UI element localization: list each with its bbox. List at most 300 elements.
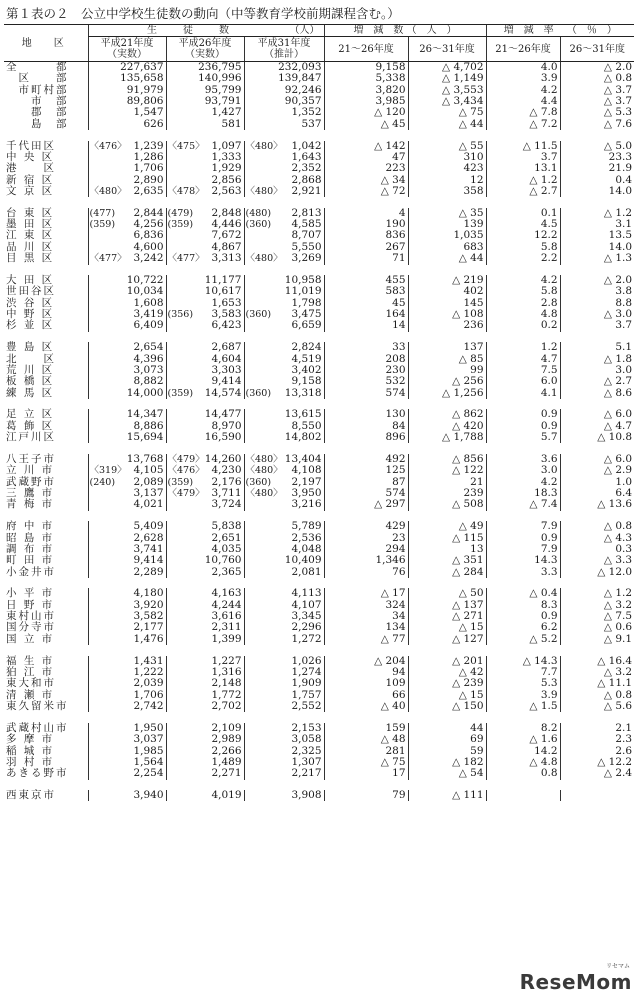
rate-26-31: △ 5.3: [560, 107, 634, 118]
capacity-note: [166, 678, 194, 689]
capacity-note: [244, 298, 272, 309]
students-h26: 11,177: [204, 274, 242, 286]
students-h31: 3,950: [291, 487, 322, 499]
change-26-31: 423: [408, 163, 486, 174]
students-h21: 6,836: [133, 229, 164, 242]
change-21-26: △ 45: [324, 119, 408, 130]
students-h21: 3,073: [133, 363, 164, 376]
capacity-note: [88, 73, 116, 84]
students-h21: 1,547: [133, 106, 164, 119]
students-h31: 6,659: [291, 319, 322, 332]
students-header: [88, 25, 324, 37]
students-h26: 236,795: [198, 61, 242, 73]
students-h31: 2,552: [291, 700, 322, 712]
capacity-note: [166, 622, 194, 633]
capacity-note: 〈477〉: [167, 253, 205, 265]
change-26-31: 69: [408, 734, 486, 745]
rate-21-26: 3.9: [486, 73, 560, 84]
capacity-note: [244, 555, 272, 566]
capacity-note: [88, 600, 116, 611]
district-name: 町 田 市: [6, 554, 55, 567]
capacity-note: 〈475〉: [167, 140, 205, 152]
rate-26-31: △ 2.9: [560, 465, 634, 476]
district-name: 台 東 区: [6, 206, 55, 219]
capacity-note: [88, 320, 116, 331]
capacity-note: (360): [245, 476, 272, 488]
capacity-note: [166, 734, 194, 745]
capacity-note: [88, 230, 116, 241]
district-name: 国分寺市: [6, 621, 56, 634]
rate-26-31: △ 2.7: [560, 376, 634, 387]
students-h31: 232,093: [278, 61, 322, 73]
rate-26-31: △ 1.8: [560, 354, 634, 365]
students-h26: 10,760: [204, 554, 242, 567]
students-h26: 4,163: [211, 587, 242, 600]
rate-26-31: △ 3.2: [560, 600, 634, 611]
students-h26: 4,230: [211, 464, 242, 477]
change-21-26: 17: [324, 768, 408, 779]
change-26-31: △ 862: [408, 409, 486, 420]
students-h31: 10,958: [284, 274, 322, 286]
rate-21-26: 8.3: [486, 600, 560, 611]
students-h21: 9,414: [133, 554, 164, 567]
students-h31: 13,404: [284, 452, 322, 465]
students-h21: 3,741: [133, 542, 164, 555]
capacity-note: [244, 62, 272, 74]
change-21-26: 836: [324, 230, 408, 241]
students-h21: 3,137: [133, 487, 164, 499]
capacity-note: [88, 611, 116, 622]
students-h31: 139,847: [278, 72, 322, 85]
rate-26-31: △ 1.2: [560, 588, 634, 599]
capacity-note: [244, 163, 272, 174]
change-21-26: 3,820: [324, 85, 408, 96]
rate-21-26: △ 1.6: [486, 734, 560, 745]
change-26-31: 239: [408, 488, 486, 499]
students-h26: 1,772: [211, 688, 242, 701]
capacity-note: [166, 119, 194, 130]
change-26-31: △ 44: [408, 253, 486, 264]
capacity-note: [244, 421, 272, 432]
students-h31: 3,475: [291, 308, 322, 321]
capacity-note: [88, 342, 116, 353]
change-21-26: △ 142: [324, 141, 408, 152]
students-h21: 4,021: [133, 498, 164, 511]
rate-21-26: △ 14.3: [486, 656, 560, 667]
capacity-note: [88, 107, 116, 118]
district-name: 武蔵野市: [6, 475, 56, 488]
district-name: 国 立 市: [6, 632, 55, 645]
rate-26-31: △ 2.0: [560, 62, 634, 74]
rate-26-31: 3.0: [560, 365, 634, 376]
rate-26-31: 5.1: [560, 342, 634, 353]
students-h31: 2,197: [291, 475, 322, 488]
capacity-note: (359): [89, 219, 116, 231]
students-h26: 4,446: [211, 218, 242, 231]
students-h21: 6,409: [133, 319, 164, 332]
capacity-note: [88, 757, 116, 768]
capacity-note: [88, 96, 116, 107]
column-header: 26～31年度: [408, 37, 486, 62]
rate-26-31: △ 13.6: [560, 499, 634, 510]
capacity-note: [166, 107, 194, 118]
change-26-31: 145: [408, 298, 486, 309]
students-title: 生 徒 数: [147, 25, 232, 36]
students-h31: 3,058: [291, 733, 322, 746]
capacity-note: [88, 499, 116, 510]
students-h26: 4,604: [211, 352, 242, 365]
capacity-note: [244, 533, 272, 544]
capacity-note: [244, 600, 272, 611]
district-name: 立 川 市: [6, 464, 55, 477]
district-name: 葛 飾 区: [6, 419, 55, 432]
change-21-26: 134: [324, 622, 408, 633]
change-header: [324, 25, 486, 37]
students-h31: 1,352: [291, 106, 322, 119]
change-21-26: 267: [324, 242, 408, 253]
students-unit: （人）: [289, 25, 320, 36]
students-h31: 1,272: [291, 632, 322, 645]
change-26-31: 236: [408, 320, 486, 331]
capacity-note: [166, 790, 194, 801]
district-name: 日 野 市: [6, 598, 55, 611]
students-h21: 2,742: [133, 700, 164, 712]
change-21-26: 109: [324, 678, 408, 689]
capacity-note: [88, 555, 116, 566]
rate-26-31: △ 0.8: [560, 521, 634, 532]
capacity-note: 〈479〉: [167, 488, 205, 499]
students-h21: 3,242: [133, 252, 164, 265]
table-row: [4, 555, 634, 566]
students-h26: 2,271: [211, 767, 242, 780]
change-21-26: 1,346: [324, 555, 408, 566]
students-h31: 9,158: [291, 375, 322, 388]
change-21-26: 429: [324, 521, 408, 532]
students-h21: 2,635: [133, 184, 164, 197]
change-26-31: △ 1,788: [408, 432, 486, 443]
rate-21-26: 4.1: [486, 388, 560, 399]
capacity-note: 〈479〉: [167, 453, 205, 465]
students-h31: 4,107: [291, 598, 322, 611]
students-h31: 1,274: [291, 665, 322, 678]
capacity-note: [166, 409, 194, 420]
students-h21: 2,177: [133, 621, 164, 634]
rate-26-31: △ 3.0: [560, 309, 634, 320]
students-h21: 4,396: [133, 352, 164, 365]
district-name: 狛 江 市: [6, 665, 55, 678]
capacity-note: [88, 62, 116, 74]
students-h31: 8,707: [291, 229, 322, 242]
capacity-note: 〈480〉: [245, 140, 283, 152]
rate-26-31: △ 3.7: [560, 96, 634, 107]
capacity-note: [244, 544, 272, 555]
capacity-note: [244, 656, 272, 667]
rate-21-26: 6.0: [486, 376, 560, 387]
rate-26-31: △ 1.2: [560, 208, 634, 219]
rate-21-26: 18.3: [486, 488, 560, 499]
capacity-note: (359): [167, 387, 194, 399]
rate-26-31: 14.0: [560, 186, 634, 197]
capacity-note: [244, 611, 272, 622]
rate-21-26: 7.7: [486, 667, 560, 678]
capacity-note: [166, 354, 194, 365]
change-21-26: 79: [324, 790, 408, 801]
students-h21: 2,289: [133, 565, 164, 578]
capacity-note: [88, 409, 116, 420]
capacity-note: [88, 388, 116, 399]
students-h26: 1,333: [211, 150, 242, 163]
district-name: 東大和市: [6, 677, 56, 690]
district-name: 多 摩 市: [6, 733, 55, 746]
capacity-note: [166, 175, 194, 186]
rate-26-31: △ 10.8: [560, 432, 634, 443]
students-h26: 1,227: [211, 654, 242, 667]
students-h26: 2,563: [211, 184, 242, 197]
students-h21: 2,654: [133, 341, 164, 354]
change-26-31: △ 271: [408, 611, 486, 622]
logo-subtext: リセマム: [606, 963, 630, 970]
change-26-31: △ 256: [408, 376, 486, 387]
change-26-31: △ 35: [408, 208, 486, 219]
rate-21-26: 4.5: [486, 219, 560, 230]
capacity-note: [166, 567, 194, 578]
change-21-26: 455: [324, 275, 408, 286]
table-row: [4, 432, 634, 443]
change-21-26: 3,985: [324, 96, 408, 107]
capacity-note: [244, 588, 272, 599]
students-h21: 2,039: [133, 677, 164, 690]
students-h31: 1,643: [291, 150, 322, 163]
students-h31: 2,217: [291, 767, 322, 780]
change-26-31: △ 42: [408, 667, 486, 678]
capacity-note: [166, 365, 194, 376]
students-h21: 2,890: [133, 173, 164, 186]
capacity-note: [88, 175, 116, 186]
district-name: 荒 川 区: [6, 363, 55, 376]
students-h26: 1,316: [211, 665, 242, 678]
rate-21-26: 13.1: [486, 163, 560, 174]
change-21-26: 208: [324, 354, 408, 365]
district-name: 文 京 区: [6, 184, 55, 197]
rate-26-31: △ 12.0: [560, 567, 634, 578]
rate-26-31: 3.1: [560, 219, 634, 230]
students-h31: 3,402: [291, 363, 322, 376]
change-unit: （ 人 ）: [406, 25, 457, 36]
change-26-31: 1,035: [408, 230, 486, 241]
district-name: 中 央 区: [6, 150, 55, 163]
change-21-26: 574: [324, 388, 408, 399]
rate-26-31: △ 7.5: [560, 611, 634, 622]
change-21-26: 532: [324, 376, 408, 387]
table-row: [4, 567, 634, 578]
capacity-note: [244, 690, 272, 701]
students-h26: 10,617: [204, 285, 242, 298]
rate-26-31: △ 3.3: [560, 555, 634, 566]
students-h26: 2,687: [211, 341, 242, 354]
change-26-31: △ 50: [408, 588, 486, 599]
district-name: 三 鷹 市: [6, 487, 55, 499]
change-21-26: 87: [324, 477, 408, 488]
students-h26: 2,311: [211, 621, 242, 634]
rate-21-26: 0.1: [486, 208, 560, 219]
change-26-31: △ 111: [408, 790, 486, 801]
change-26-31: △ 856: [408, 454, 486, 465]
table-row: [4, 186, 634, 197]
students-h21: 1,985: [133, 744, 164, 757]
district-name: 練 馬 区: [6, 386, 55, 399]
students-h26: 3,583: [211, 308, 242, 321]
change-title: 増 減 数: [353, 25, 404, 36]
capacity-note: [244, 499, 272, 510]
change-26-31: 44: [408, 723, 486, 734]
capacity-note: [88, 365, 116, 376]
capacity-note: (240): [89, 476, 116, 488]
rate-21-26: 4.7: [486, 354, 560, 365]
rate-26-31: [560, 790, 634, 801]
capacity-note: 〈477〉: [89, 253, 127, 265]
students-h21: 1,222: [133, 665, 164, 678]
rate-26-31: 13.5: [560, 230, 634, 241]
district-name: 羽 村 市: [6, 755, 55, 768]
rate-26-31: △ 0.8: [560, 73, 634, 84]
students-h31: 2,868: [291, 173, 322, 186]
change-21-26: 66: [324, 690, 408, 701]
column-header: 平成31年度 （推計）: [244, 37, 324, 62]
capacity-note: [166, 342, 194, 353]
rate-26-31: △ 5.6: [560, 701, 634, 712]
change-26-31: △ 108: [408, 309, 486, 320]
rate-26-31: △ 5.0: [560, 141, 634, 152]
students-h31: 13,615: [284, 408, 322, 421]
capacity-note: [88, 454, 116, 465]
capacity-note: [244, 365, 272, 376]
table-row: [4, 499, 634, 510]
capacity-note: [166, 163, 194, 174]
capacity-note: [166, 62, 194, 74]
rate-21-26: △ 4.8: [486, 757, 560, 768]
rate-21-26: 8.2: [486, 723, 560, 734]
table-row: [4, 734, 634, 745]
table-row: [4, 73, 634, 84]
capacity-note: [244, 432, 272, 443]
change-21-26: △ 48: [324, 734, 408, 745]
students-h31: 3,269: [291, 252, 322, 265]
change-21-26: 47: [324, 152, 408, 163]
district-name: 目 黒 区: [6, 252, 55, 265]
students-h31: 4,585: [291, 218, 322, 231]
change-21-26: 45: [324, 298, 408, 309]
rate-21-26: 7.9: [486, 521, 560, 532]
column-header: 21～26年度: [324, 37, 408, 62]
change-21-26: 125: [324, 465, 408, 476]
rate-21-26: 4.8: [486, 309, 560, 320]
district-name: 東村山市: [6, 610, 56, 623]
rate-26-31: △ 3.7: [560, 85, 634, 96]
students-h21: 14,000: [126, 386, 164, 399]
capacity-note: [166, 588, 194, 599]
capacity-note: [88, 354, 116, 365]
capacity-note: [166, 521, 194, 532]
capacity-note: [166, 701, 194, 712]
change-21-26: 190: [324, 219, 408, 230]
students-h21: 2,254: [133, 767, 164, 780]
rate-26-31: 0.4: [560, 175, 634, 186]
district-name: 品 川 区: [6, 240, 55, 253]
change-21-26: 84: [324, 421, 408, 432]
rate-26-31: △ 4.3: [560, 533, 634, 544]
change-21-26: 159: [324, 723, 408, 734]
capacity-note: [244, 678, 272, 689]
capacity-note: [166, 85, 194, 96]
capacity-note: [244, 342, 272, 353]
change-26-31: △ 201: [408, 656, 486, 667]
students-h21: 10,722: [126, 274, 164, 286]
rate-unit: （ ％ ）: [566, 25, 617, 36]
rate-21-26: 4.2: [486, 85, 560, 96]
capacity-note: [244, 667, 272, 678]
capacity-note: [244, 96, 272, 107]
table-row: [4, 376, 634, 387]
capacity-note: [166, 230, 194, 241]
district-name: 小金井市: [6, 565, 56, 578]
district-name: 府 中 市: [6, 520, 55, 533]
students-h26: 2,109: [211, 721, 242, 734]
capacity-note: 〈480〉: [89, 185, 127, 197]
students-h21: 13,768: [126, 452, 164, 465]
district-name: 西東京市: [6, 789, 56, 802]
students-h31: 3,908: [291, 789, 322, 802]
capacity-note: [88, 286, 116, 297]
students-h26: 4,035: [211, 542, 242, 555]
students-h26: 1,653: [211, 296, 242, 309]
capacity-note: [244, 521, 272, 532]
rate-21-26: 3.0: [486, 465, 560, 476]
students-h31: 1,757: [291, 688, 322, 701]
students-h31: 1,307: [291, 755, 322, 768]
students-h31: 2,536: [291, 531, 322, 544]
capacity-note: [88, 152, 116, 163]
change-26-31: △ 15: [408, 622, 486, 633]
capacity-note: [88, 163, 116, 174]
capacity-note: (477): [89, 207, 116, 219]
change-26-31: 13: [408, 544, 486, 555]
district-name: 昭 島 市: [6, 531, 55, 544]
table-row: [4, 790, 634, 801]
capacity-note: [88, 533, 116, 544]
change-21-26: △ 34: [324, 175, 408, 186]
rate-21-26: 4.2: [486, 275, 560, 286]
students-h26: 9,414: [211, 375, 242, 388]
change-26-31: △ 122: [408, 465, 486, 476]
change-21-26: 223: [324, 163, 408, 174]
change-21-26: △ 297: [324, 499, 408, 510]
capacity-note: [244, 622, 272, 633]
change-21-26: △ 40: [324, 701, 408, 712]
district-name: 北 区: [6, 352, 56, 365]
district-name: 港 区: [6, 162, 56, 175]
students-h31: 4,108: [291, 464, 322, 477]
capacity-note: [166, 286, 194, 297]
change-26-31: △ 219: [408, 275, 486, 286]
capacity-note: [166, 555, 194, 566]
students-h21: 2,089: [133, 475, 164, 488]
change-26-31: 59: [408, 746, 486, 757]
students-h21: 4,180: [133, 587, 164, 600]
students-h31: 5,789: [291, 520, 322, 533]
district-name: 市 部: [6, 95, 69, 108]
students-h26: 2,848: [211, 206, 242, 219]
district-name: 青 梅 市: [6, 498, 55, 511]
